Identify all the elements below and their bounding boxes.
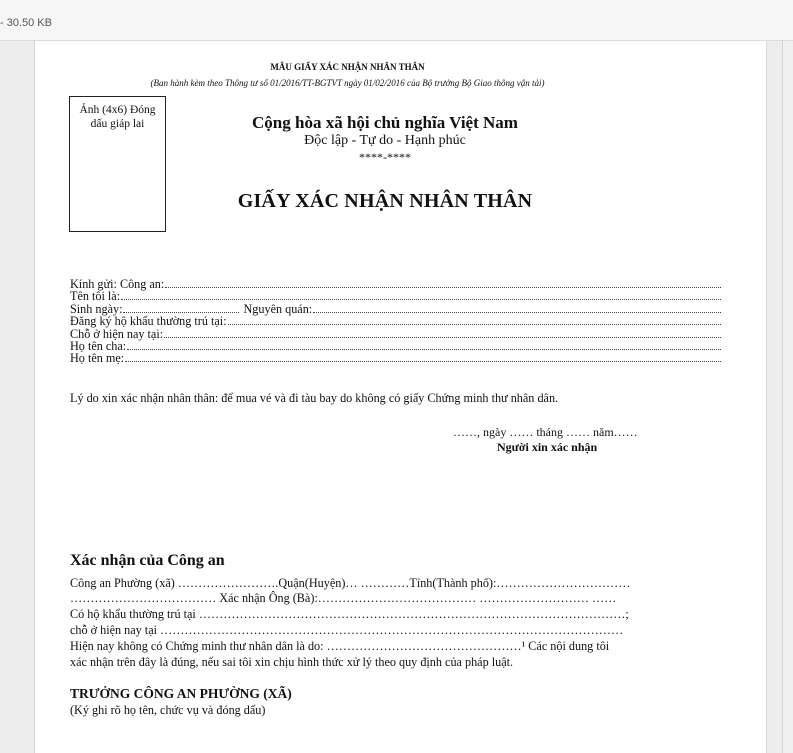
national-motto: Độc lập - Tự do - Hạnh phúc: [304, 133, 466, 148]
field-ho-ten-me: [70, 352, 721, 364]
motto-divider: ****-****: [359, 150, 411, 164]
photo-box: [69, 96, 166, 232]
photo-box-label: Ảnh (4x6) Đóng dấu giáp lai: [79, 104, 156, 130]
fill-line: [123, 303, 239, 313]
date-line: ……, ngày …… tháng …… năm……: [453, 425, 638, 439]
national-title: Cộng hòa xã hội chủ nghĩa Việt Nam: [252, 113, 518, 132]
police-chief-title: TRƯỞNG CÔNG AN PHƯỜNG (XÃ): [70, 686, 292, 701]
fill-line: [313, 303, 721, 313]
fill-line: [164, 328, 721, 338]
police-line-6: xác nhận trên đây là đúng, nếu sai tôi xin chịu hình thức xử lý theo quy định của pháp luật.: [70, 655, 514, 669]
fill-line: [121, 290, 721, 300]
field-label: Đăng ký hộ khẩu thường trú tại:: [70, 314, 227, 329]
fill-line: [127, 340, 721, 350]
field-ten: [70, 290, 721, 302]
police-line-1: Công an Phường (xã) …………………….Quận(Huyện)… …………Tỉnh(Thành phố):……………………………: [70, 576, 631, 590]
viewer-toolbar: [0, 0, 793, 41]
file-size-label: - 30.50 KB: [0, 17, 52, 29]
document-title: GIẤY XÁC NHẬN NHÂN THÂN: [237, 190, 533, 212]
field-ho-ten-cha: [70, 340, 721, 352]
fill-line: [125, 352, 721, 362]
police-line-5: Hiện nay không có Chứng minh thư nhân dân là do: …………………………………………¹ Các nội dung tôi: [70, 639, 610, 653]
reason-text: Lý do xin xác nhận nhân thân: để mua vé và đi tàu bay do không có giấy Chứng minh thư nhân dân.: [70, 391, 559, 405]
form-title: MẪU GIẤY XÁC NHẬN NHÂN THÂN: [270, 62, 425, 72]
applicant-signature-label: Người xin xác nhận: [497, 440, 598, 454]
police-chief-note: (Ký ghi rõ họ tên, chức vụ và đóng dấu): [70, 703, 266, 717]
form-subtitle: (Ban hành kèm theo Thông tư số 01/2016/TT-BGTVT ngày 01/02/2016 của Bộ trưởng Bộ Giao thông vận tải): [150, 78, 545, 88]
field-label: Kính gửi: Công an:: [70, 277, 165, 291]
field-kinh-gui: [70, 278, 721, 290]
field-label: Tên tôi là:: [70, 289, 121, 304]
police-line-2: ……………………………… Xác nhận Ông (Bà):………………………………… ……………………… ……: [70, 591, 617, 605]
police-section-heading: Xác nhận của Công an: [70, 552, 225, 569]
police-line-4: chỗ ở hiện nay tại ……………………………………………………………………………………………………: [70, 623, 624, 637]
field-label: Sinh ngày:: [70, 301, 123, 316]
police-line-3: Có hộ khẩu thường trú tại ……………………………………………………………………………………………;: [70, 607, 629, 621]
field-label: Họ tên mẹ:: [70, 351, 125, 366]
field-label: Nguyên quán:: [243, 301, 313, 316]
field-label: Chỗ ở hiện nay tại:: [70, 326, 164, 341]
fill-line: [165, 278, 721, 288]
field-label: Họ tên cha:: [70, 338, 127, 353]
applicant-fields: [70, 278, 721, 365]
vertical-scrollbar[interactable]: [782, 41, 793, 753]
field-cho-o: [70, 328, 721, 340]
fill-line: [228, 315, 721, 325]
field-dang-ky: [70, 315, 721, 327]
document-page: [34, 41, 767, 753]
